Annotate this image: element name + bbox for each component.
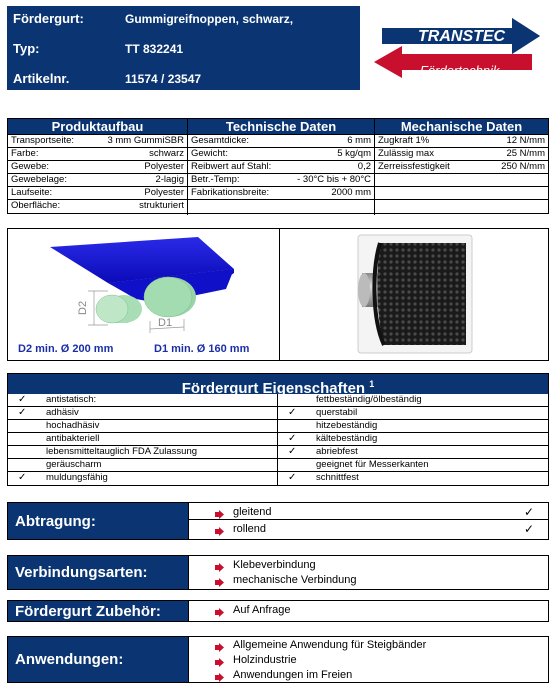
row-label: Transportseite:: [11, 135, 75, 146]
property-label: schnittfest: [316, 472, 359, 483]
mechanische-daten-column: [375, 119, 548, 215]
table-row: [188, 161, 374, 174]
property-cell: [278, 394, 550, 407]
check-icon: ✓: [288, 407, 297, 418]
verbindungsarten-section: [7, 555, 549, 590]
property-row: [8, 446, 548, 459]
property-cell: [8, 459, 278, 472]
row-label: Reibwert auf Stahl:: [191, 161, 272, 172]
property-label: adhäsiv: [46, 407, 79, 418]
property-cell: [8, 472, 278, 485]
list-item: [189, 603, 548, 618]
transtec-logo: [362, 6, 550, 90]
logo-arrows-icon: [362, 6, 550, 90]
property-row: [8, 394, 548, 407]
property-label: lebensmitteltauglich FDA Zulassung: [46, 446, 198, 457]
property-label: geräuscharm: [46, 459, 102, 470]
row-value: 5 kg/qm: [337, 148, 371, 159]
property-label: hitzebeständig: [316, 420, 378, 431]
row-label: Fabrikationsbreite:: [191, 187, 270, 198]
properties-title: [8, 374, 548, 397]
abtragung-section: [7, 502, 549, 540]
header-row-foerdergurt: [7, 6, 360, 34]
table-row: [375, 200, 548, 213]
property-cell: [278, 407, 550, 420]
column-header: Mechanische Daten: [375, 119, 548, 135]
header-value: TT 832241: [125, 42, 184, 56]
product-images: [7, 228, 549, 361]
item-text: Allgemeine Anwendung für Steigbänder: [233, 639, 427, 651]
table-row: [8, 135, 187, 148]
property-cell: [278, 459, 550, 472]
row-value: 2-lagig: [155, 174, 184, 185]
list-item: [189, 558, 548, 573]
table-row: [375, 187, 548, 200]
belt-photo-image: [280, 229, 548, 360]
property-label: geeignet für Messerkanten: [316, 459, 429, 470]
table-row: [375, 148, 548, 161]
row-label: Zulässig max: [378, 148, 434, 159]
property-cell: [8, 446, 278, 459]
properties-footnote: 1: [369, 379, 375, 389]
property-cell: [278, 433, 550, 446]
red-bullet-icon: [215, 526, 223, 534]
table-row: [188, 200, 374, 213]
property-cell: [278, 472, 550, 485]
property-label: antibakteriell: [46, 433, 100, 444]
list-item: [189, 668, 548, 683]
anwendungen-label: Anwendungen:: [8, 637, 188, 682]
row-value: Polyester: [144, 187, 184, 198]
verbindungsarten-label: Verbindungsarten:: [8, 556, 188, 589]
row-value: 2000 mm: [331, 187, 371, 198]
d2-dim-label: D2: [77, 300, 89, 315]
property-label: kältebeständig: [316, 433, 378, 444]
property-row: [8, 459, 548, 472]
row-value: 12 N/mm: [506, 135, 545, 146]
row-value: Polyester: [144, 161, 184, 172]
check-icon: ✓: [288, 446, 297, 457]
zubehoer-label: Fördergurt Zubehör:: [8, 601, 188, 621]
d1-dim-label: D1: [158, 317, 173, 329]
check-icon: ✓: [523, 522, 534, 536]
header-label: Fördergurt:: [13, 11, 84, 26]
table-row: [8, 200, 187, 213]
technical-data-table: [7, 118, 549, 214]
property-label: muldungsfähig: [46, 472, 108, 483]
row-value: schwarz: [149, 148, 184, 159]
header-label: Artikelnr.: [13, 71, 70, 86]
header-label: Typ:: [13, 41, 40, 56]
property-label: fettbeständig/ölbeständig: [316, 394, 422, 405]
check-icon: ✓: [18, 394, 27, 405]
property-label: hochadhäsiv: [46, 420, 100, 431]
table-row: [8, 174, 187, 187]
property-label: querstabil: [316, 407, 358, 418]
row-value: 6 mm: [347, 135, 371, 146]
item-text: gleitend: [233, 506, 272, 518]
column-header: Technische Daten: [188, 119, 374, 135]
list-item: [189, 505, 548, 520]
red-bullet-icon: [215, 577, 223, 585]
check-icon: ✓: [18, 472, 27, 483]
red-bullet-icon: [215, 509, 223, 517]
row-value: strukturiert: [139, 200, 184, 211]
properties-table: [7, 373, 549, 486]
item-text: Anwendungen im Freien: [233, 669, 353, 681]
property-cell: [8, 394, 278, 407]
table-row: [188, 135, 374, 148]
belt-sample-photo: [280, 229, 548, 360]
item-text: rollend: [233, 523, 267, 535]
property-cell: [8, 433, 278, 446]
table-row: [375, 161, 548, 174]
property-cell: [8, 407, 278, 420]
red-bullet-icon: [215, 642, 223, 650]
table-row: [8, 187, 187, 200]
red-bullet-icon: [215, 657, 223, 665]
d2-caption: D2 min. Ø 200 mm: [18, 343, 114, 355]
logo-subtitle: Fördertechnik: [420, 63, 500, 78]
red-bullet-icon: [215, 607, 223, 615]
property-label: antistatisch:: [46, 394, 97, 405]
produktaufbau-column: [8, 119, 188, 215]
row-value: 3 mm GummiSBR: [107, 135, 184, 146]
check-icon: ✓: [523, 505, 534, 519]
item-text: Auf Anfrage: [233, 604, 291, 616]
header-value: 11574 / 23547: [125, 72, 202, 86]
column-header: Produktaufbau: [8, 119, 187, 135]
row-value: 25 N/mm: [506, 148, 545, 159]
header-row-artikelnr: [7, 66, 360, 94]
item-text: Klebeverbindung: [233, 559, 316, 571]
row-label: Zugkraft 1%: [378, 135, 430, 146]
row-label: Gewebe:: [11, 161, 50, 172]
property-cell: [278, 420, 550, 433]
table-row: [8, 161, 187, 174]
check-icon: ✓: [18, 407, 27, 418]
table-row: [375, 174, 548, 187]
check-icon: ✓: [288, 472, 297, 483]
list-item: [189, 573, 548, 588]
properties-title-text: Fördergurt Eigenschaften: [181, 380, 366, 397]
list-item: [189, 653, 548, 668]
list-item: [189, 522, 548, 537]
zubehoer-section: [7, 600, 549, 622]
anwendungen-section: [7, 636, 549, 683]
item-text: mechanische Verbindung: [233, 574, 357, 586]
d1-caption: D1 min. Ø 160 mm: [154, 343, 250, 355]
check-icon: ✓: [288, 433, 297, 444]
logo-name: TRANSTEC: [418, 28, 506, 45]
row-value: 250 N/mm: [501, 161, 545, 172]
property-cell: [8, 420, 278, 433]
property-label: abriebfest: [316, 446, 358, 457]
abtragung-label: Abtragung:: [8, 503, 188, 539]
red-bullet-icon: [215, 672, 223, 680]
technische-daten-column: [188, 119, 375, 215]
belt-roller-diagram: [8, 229, 280, 360]
row-value: 0,2: [357, 161, 371, 172]
property-row: [8, 433, 548, 446]
product-header: [7, 6, 360, 90]
property-row: [8, 420, 548, 433]
table-row: [188, 187, 374, 200]
row-label: Gesamtdicke:: [191, 135, 250, 146]
row-label: Gewicht:: [191, 148, 228, 159]
header-row-typ: [7, 36, 360, 64]
list-item: [189, 638, 548, 653]
table-row: [188, 148, 374, 161]
red-bullet-icon: [215, 562, 223, 570]
row-label: Farbe:: [11, 148, 39, 159]
row-label: Gewebelage:: [11, 174, 67, 185]
row-label: Oberfläche:: [11, 200, 61, 211]
row-label: Betr.-Temp:: [191, 174, 240, 185]
row-label: Zerreissfestigkeit: [378, 161, 450, 172]
header-value: Gummigreifnoppen, schwarz,: [125, 12, 294, 26]
property-cell: [278, 446, 550, 459]
property-row: [8, 472, 548, 485]
roller-diagram: [8, 229, 280, 360]
row-value: - 30°C bis + 80°C: [297, 174, 371, 185]
property-row: [8, 407, 548, 420]
row-label: Laufseite:: [11, 187, 53, 198]
item-text: Holzindustrie: [233, 654, 297, 666]
table-row: [188, 174, 374, 187]
table-row: [8, 148, 187, 161]
table-row: [375, 135, 548, 148]
